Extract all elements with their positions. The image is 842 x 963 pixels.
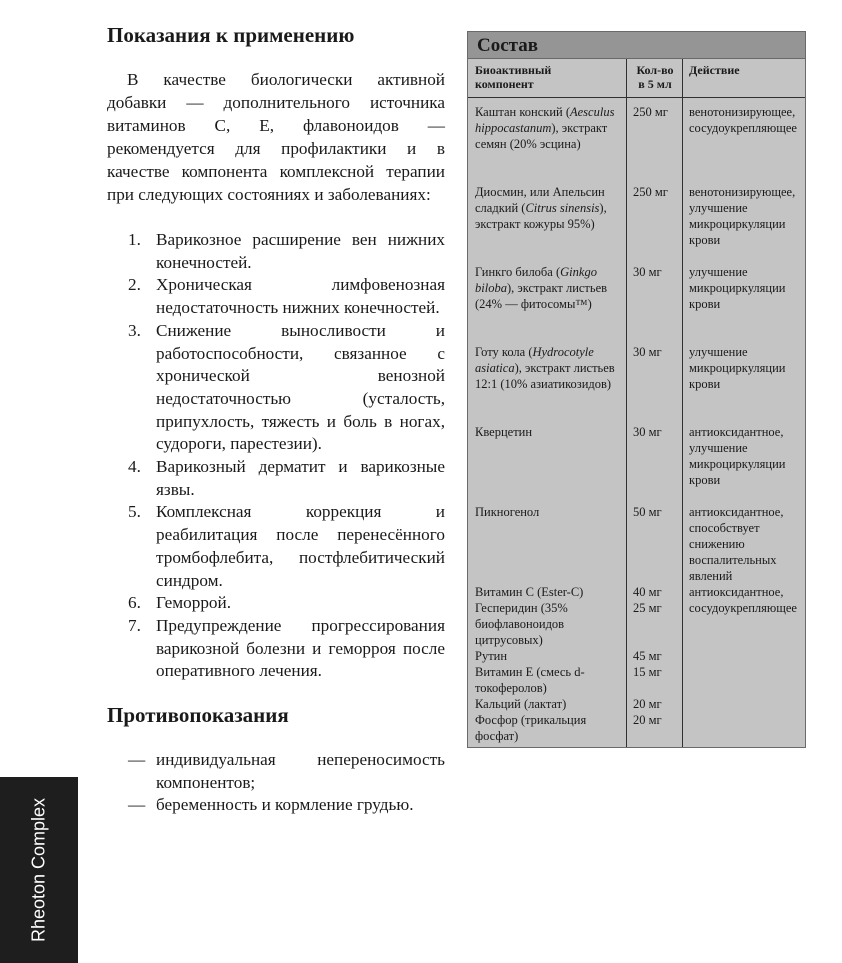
header-component-line2: компонент [475, 76, 534, 91]
table-cell-action: улучшение микроциркуляции крови [689, 265, 786, 311]
table-cell-amount: 30 мг [633, 425, 662, 439]
header-component [475, 64, 551, 91]
column-divider [626, 59, 627, 747]
table-cell-action: антиоксидантное, сосудоукрепляющее [689, 585, 797, 615]
list-item [107, 320, 445, 456]
list-number: 3. [128, 320, 141, 340]
component-line: Кальций (лактат) [475, 697, 567, 711]
list-number: 6. [128, 593, 141, 613]
list-number: 5. [128, 502, 141, 522]
list-dash: — [128, 795, 146, 815]
list-dash: — [128, 750, 146, 769]
list-item [107, 794, 445, 817]
table-cell-action: улучшение микроциркуляции крови [689, 345, 786, 391]
list-item-text: индивидуальная непереносимость компонентов; [156, 750, 445, 792]
component-line: Гесперидин (35% биофлавоноидов цитрусовых) [475, 601, 568, 647]
side-tab-label: Rheoton Complex [28, 797, 49, 943]
table-cell-action: венотонизирующее, улучшение микроциркуляции крови [689, 185, 796, 247]
table-cell-component-group [475, 584, 621, 744]
header-amount-line1: Кол-во [636, 63, 674, 77]
table-cell-amount: 25 мг [633, 601, 662, 615]
indications-list [107, 229, 445, 683]
table-cell-component: Кверцетин [475, 425, 533, 439]
table-cell-amount: 15 мг [633, 665, 662, 679]
list-item-text: Снижение выносливости и работоспособности, связанное с хронической венозной недостаточностью (усталость, припухлость, тяжесть и боль в ногах, судороги, парестезии). [156, 320, 445, 454]
composition-title: Состав [467, 31, 806, 59]
component-line: Витамин С (Ester-C) [475, 585, 584, 599]
table-cell-component: Пикногенол [475, 505, 540, 519]
list-item-text: Предупреждение прогрессирования варикозной болезни и геморроя после оперативного лечения. [156, 615, 445, 681]
table-cell-component: Гинкго билоба (Ginkgo biloba), экстракт листьев (24% — фитосомы™) [475, 265, 608, 311]
component-line: Рутин [475, 649, 508, 663]
header-action: Действие [689, 63, 740, 77]
list-number: 1. [128, 230, 141, 249]
list-item [107, 229, 445, 274]
header-divider [468, 97, 805, 98]
list-item [107, 592, 445, 615]
indications-heading: Показания к применению [107, 23, 355, 47]
table-cell-amount: 250 мг [633, 185, 668, 199]
table-cell-amount: 20 мг [633, 697, 662, 711]
table-cell-amount: 50 мг [633, 505, 662, 519]
table-cell-action: венотонизирующее, сосудоукрепляющее [689, 105, 797, 135]
component-line: Витамин Е (смесь d-токоферолов) [475, 665, 585, 695]
component-line: Фосфор (трикальция фосфат) [475, 713, 587, 743]
table-cell-action: антиоксидантное, улучшение микроциркуляции крови [689, 425, 786, 487]
table-cell-amount: 45 мг [633, 649, 662, 663]
list-number: 2. [128, 275, 141, 295]
table-cell-amount: 20 мг [633, 713, 662, 727]
table-cell-component: Каштан конский (Aesculus hippocastanum), экстракт семян (20% эсцина) [475, 105, 615, 151]
table-cell-action: антиоксидантное, способствует снижению воспалительных явлений [689, 505, 784, 583]
list-item-text: Комплексная коррекция и реабилитация после перенесённого тромбофлебита, постфлебитический синдром. [156, 502, 445, 590]
list-item [107, 274, 445, 319]
list-item [107, 749, 445, 794]
table-cell-amount: 250 мг [633, 105, 668, 119]
table-cell-component: Диосмин, или Апельсин сладкий (Citrus sinensis), экстракт кожуры 95%) [475, 185, 607, 231]
list-item [107, 501, 445, 592]
list-number: 4. [128, 457, 141, 477]
table-cell-amount: 40 мг [633, 585, 662, 599]
intro-paragraph: В качестве биологически активной добавки — дополнительного источника витаминов С, Е, флавоноидов — рекомендуется для профилактики и в качестве компонента комплексной терапии при следующих состояниях и заболеваниях: [107, 70, 445, 204]
contraindications-heading: Противопоказания [107, 703, 289, 727]
header-component-line1: Биоактивный [475, 63, 552, 77]
list-item-text: Хроническая лимфовенозная недостаточность нижних конечностей. [156, 275, 445, 318]
list-item-text: Варикозное расширение вен нижних конечностей. [156, 230, 445, 272]
table-cell-amount: 30 мг [633, 265, 662, 279]
contraindications-list [107, 749, 445, 817]
list-item [107, 456, 445, 501]
header-amount [628, 64, 682, 91]
list-item [107, 615, 445, 683]
table-cell-component: Готу кола (Hydrocotyle asiatica), экстракт листьев 12:1 (10% азиатикозидов) [475, 345, 615, 391]
list-item-text: Геморрой. [156, 593, 232, 613]
list-item-text: Варикозный дерматит и варикозные язвы. [156, 457, 445, 499]
column-divider [682, 59, 683, 747]
list-item-text: беременность и кормление грудью. [156, 795, 414, 815]
list-number: 7. [128, 615, 141, 635]
table-cell-amount: 30 мг [633, 345, 662, 359]
header-amount-line2: в 5 мл [638, 76, 672, 91]
